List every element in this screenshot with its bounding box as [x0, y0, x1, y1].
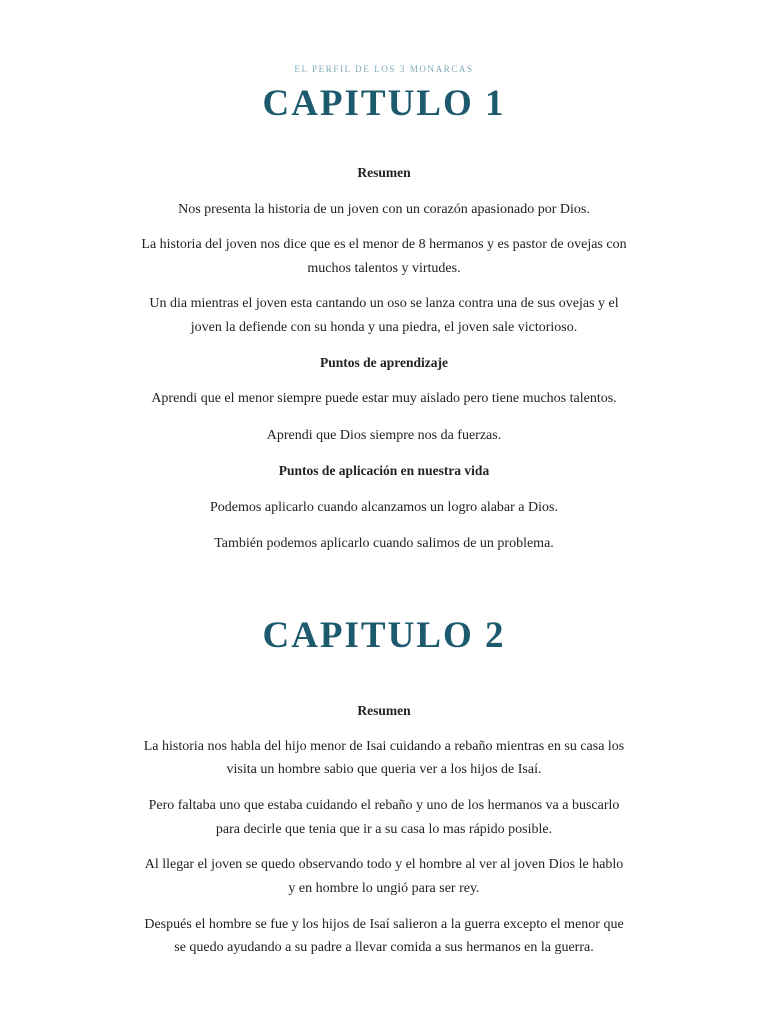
- chapter-1-application-heading: Puntos de aplicación en nuestra vida: [278, 463, 490, 478]
- paragraph-line: La historia del joven nos dice que es el menor de 8 hermanos y es pastor de ovejas con: [141, 237, 627, 252]
- paragraph-line: Aprendi que Dios siempre nos da fuerzas.: [266, 428, 502, 443]
- paragraph-line: se quedo ayudando a su padre a llevar comida a sus hermanos en la guerra.: [174, 940, 594, 955]
- paragraph-line: visita un hombre sabio que queria ver a los hijos de Isaí.: [226, 762, 542, 777]
- paragraph-line: Después el hombre se fue y los hijos de Isaí salieron a la guerra excepto el menor que: [144, 917, 624, 932]
- paragraph-line: Podemos aplicarlo cuando alcanzamos un logro alabar a Dios.: [210, 500, 558, 515]
- document-header: EL PERFIL DE LOS 3 MONARCAS: [294, 64, 474, 74]
- paragraph-line: para decirle que tenia que ir a su casa lo mas rápido posible.: [215, 822, 553, 837]
- paragraph-line: Nos presenta la historia de un joven con un corazón apasionado por Dios.: [178, 202, 590, 217]
- paragraph-line: Un dia mientras el joven esta cantando un oso se lanza contra una de sus ovejas y el: [149, 296, 619, 311]
- paragraph-line: muchos talentos y virtudes.: [307, 261, 461, 276]
- chapter-1-summary-heading: Resumen: [357, 165, 411, 180]
- paragraph-line: La historia nos habla del hijo menor de Isai cuidando a rebaño mientras en su casa los: [143, 739, 625, 754]
- chapter-2-summary-heading: Resumen: [357, 703, 411, 718]
- chapter-1-title: CAPITULO 1: [262, 83, 506, 124]
- paragraph-line: También podemos aplicarlo cuando salimos de un problema.: [214, 536, 554, 551]
- paragraph-line: Aprendi que el menor siempre puede estar muy aislado pero tiene muchos talentos.: [151, 391, 617, 406]
- chapter-1-learning-heading: Puntos de aprendizaje: [319, 355, 448, 370]
- paragraph-line: joven la defiende con su honda y una piedra, el joven sale victorioso.: [190, 320, 578, 335]
- chapter-2-title: CAPITULO 2: [262, 615, 506, 656]
- paragraph-line: Pero faltaba uno que estaba cuidando el rebaño y uno de los hermanos va a buscarlo: [148, 798, 620, 813]
- paragraph-line: y en hombre lo ungió para ser rey.: [288, 881, 480, 896]
- paragraph-line: Al llegar el joven se quedo observando todo y el hombre al ver al joven Dios le hablo: [144, 857, 624, 872]
